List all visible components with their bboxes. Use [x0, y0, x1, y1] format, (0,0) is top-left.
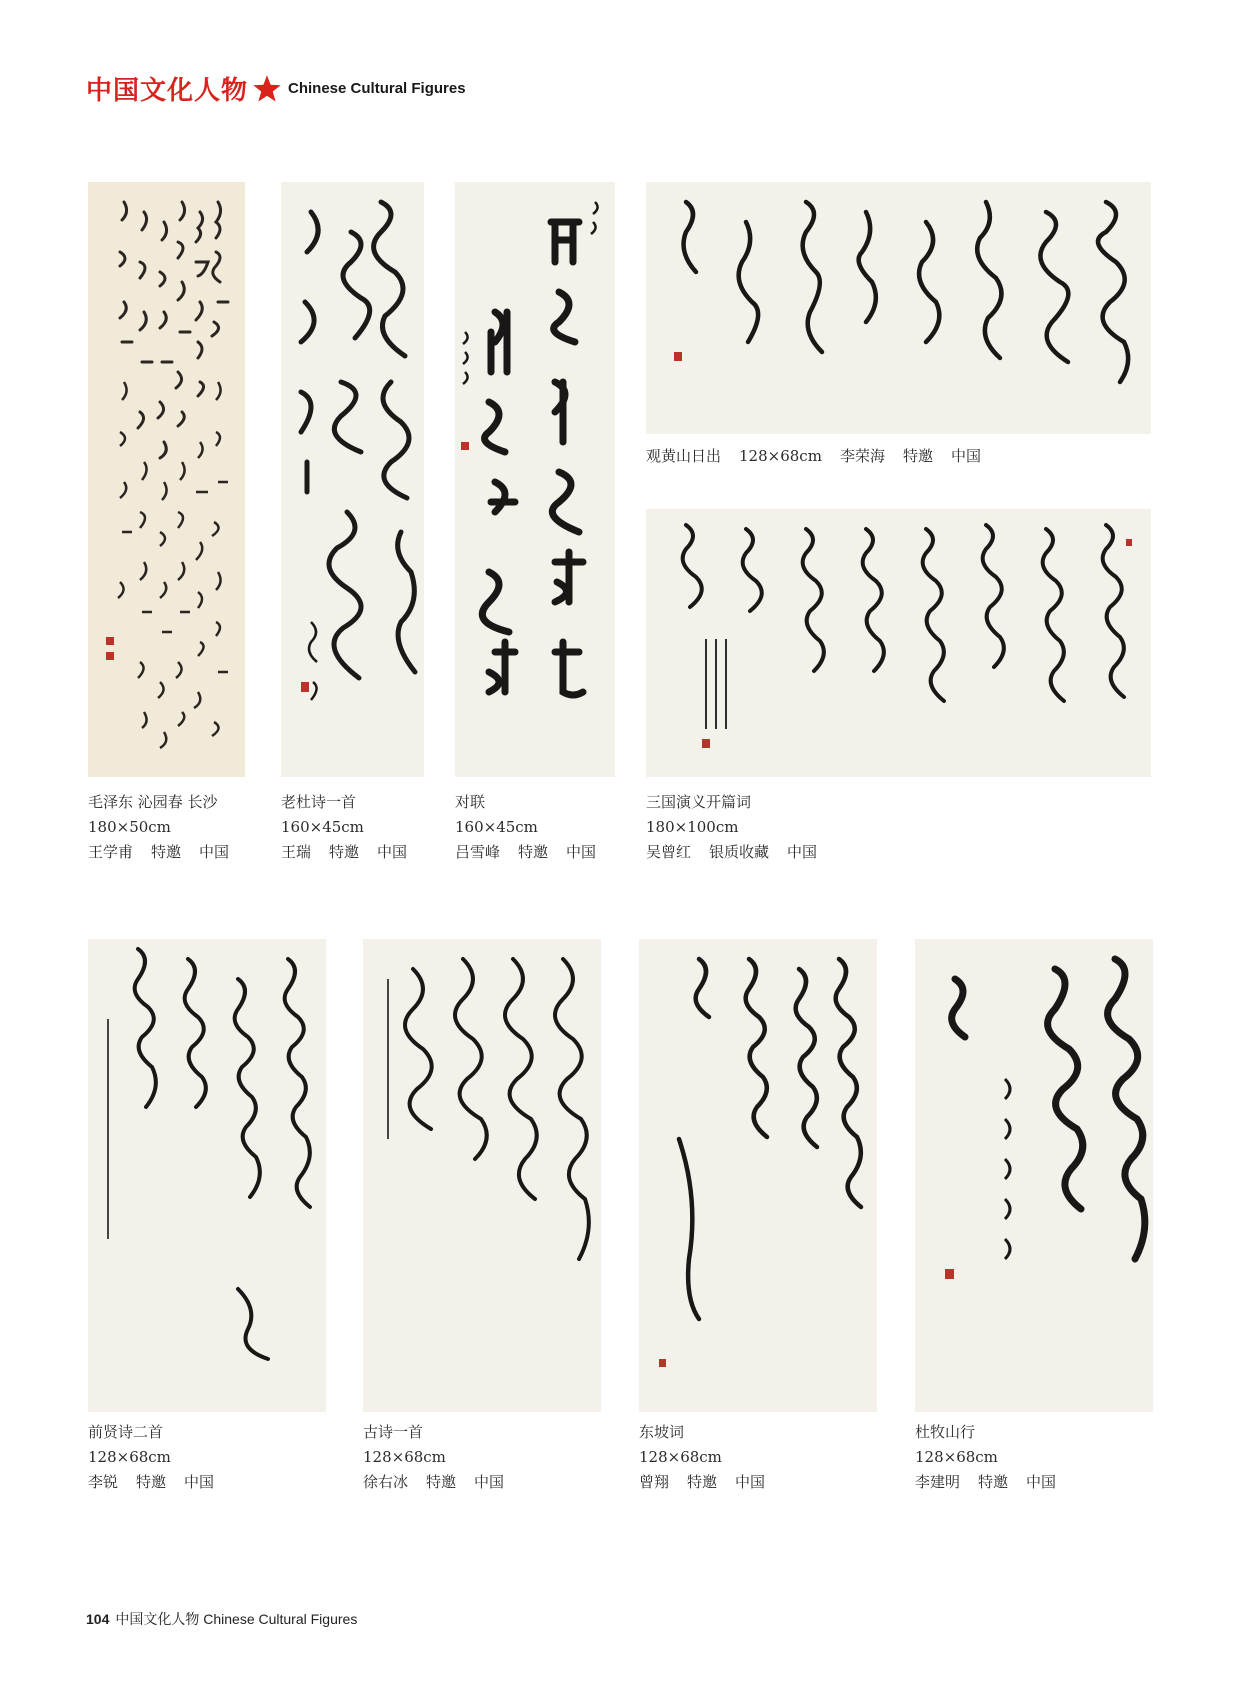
artist-name: 徐右冰 [363, 1473, 409, 1491]
artwork-caption-1 [88, 790, 229, 865]
artist-status: 特邀 [978, 1473, 1009, 1491]
artwork-size: 128×68cm [639, 1448, 722, 1466]
magazine-title-cn: 中国文化人物 [86, 76, 249, 106]
artist-name: 李锐 [88, 1473, 119, 1491]
magazine-title-en: Chinese Cultural Figures [288, 80, 466, 97]
artwork-image-5 [646, 509, 1151, 777]
artwork-caption-7 [363, 1420, 504, 1495]
artwork-title: 古诗一首 [363, 1423, 424, 1441]
artwork-image-6 [88, 939, 326, 1412]
artwork-title: 东坡词 [639, 1423, 685, 1441]
artwork-size: 180×50cm [88, 818, 171, 836]
artist-status: 银质收藏 [709, 843, 770, 861]
artwork-credit [639, 1470, 765, 1495]
artwork-size: 160×45cm [281, 818, 364, 836]
artwork-image-8 [639, 939, 877, 1412]
artist-status: 特邀 [518, 843, 549, 861]
artwork-image-9 [915, 939, 1153, 1412]
artist-status: 特邀 [136, 1473, 167, 1491]
artwork-caption-9 [915, 1420, 1056, 1495]
artist-status: 特邀 [329, 843, 360, 861]
artwork-credit [646, 444, 981, 469]
artist-name: 李建明 [915, 1473, 961, 1491]
artist-country: 中国 [474, 1473, 505, 1491]
artwork-size: 128×68cm [363, 1448, 446, 1466]
artist-country: 中国 [184, 1473, 215, 1491]
artist-name: 李荣海 [839, 447, 885, 465]
artist-status: 特邀 [687, 1473, 718, 1491]
artwork-title: 三国演义开篇词 [646, 793, 752, 811]
magazine-header [86, 70, 466, 107]
artwork-title: 观黄山日出 [646, 447, 722, 465]
artwork-title: 毛泽东 沁园春 长沙 [88, 793, 218, 811]
artist-name: 曾翔 [639, 1473, 670, 1491]
artist-country: 中国 [377, 843, 408, 861]
artist-status: 特邀 [151, 843, 182, 861]
footer-text: 中国文化人物 Chinese Cultural Figures [115, 1611, 358, 1627]
artist-name: 王瑞 [281, 843, 312, 861]
artwork-caption-6 [88, 1420, 214, 1495]
star-icon [252, 74, 282, 104]
artist-name: 吕雪峰 [455, 843, 501, 861]
artwork-caption-4 [646, 444, 981, 469]
artist-status: 特邀 [426, 1473, 457, 1491]
artwork-title: 老杜诗一首 [281, 793, 357, 811]
artist-country: 中国 [950, 447, 981, 465]
artwork-image-7 [363, 939, 601, 1412]
artwork-title: 杜牧山行 [915, 1423, 976, 1441]
page-number: 104 [86, 1611, 110, 1627]
artwork-image-2 [281, 182, 424, 777]
artist-country: 中国 [1026, 1473, 1057, 1491]
artwork-credit [455, 840, 596, 865]
artwork-size: 160×45cm [455, 818, 538, 836]
page-footer [86, 1609, 357, 1629]
artist-name: 王学甫 [88, 843, 134, 861]
artwork-image-3 [455, 182, 615, 777]
artwork-credit [915, 1470, 1056, 1495]
artwork-title: 前贤诗二首 [88, 1423, 164, 1441]
artwork-caption-8 [639, 1420, 765, 1495]
artwork-image-4 [646, 182, 1151, 434]
artwork-credit [88, 1470, 214, 1495]
artwork-title: 对联 [455, 793, 486, 811]
artist-country: 中国 [199, 843, 230, 861]
artist-status: 特邀 [902, 447, 933, 465]
artwork-credit [646, 840, 817, 865]
artist-name: 吴曾红 [646, 843, 692, 861]
artwork-caption-2 [281, 790, 407, 865]
artwork-size: 128×68cm [915, 1448, 998, 1466]
artist-country: 中国 [566, 843, 597, 861]
artwork-caption-5 [646, 790, 817, 865]
artwork-image-1 [88, 182, 245, 777]
artwork-credit [281, 840, 407, 865]
artwork-caption-3 [455, 790, 596, 865]
artwork-credit [363, 1470, 504, 1495]
artwork-size: 128×68cm [739, 447, 822, 465]
artwork-credit [88, 840, 229, 865]
artwork-size: 128×68cm [88, 1448, 171, 1466]
artist-country: 中国 [735, 1473, 766, 1491]
artwork-size: 180×100cm [646, 818, 739, 836]
artist-country: 中国 [787, 843, 818, 861]
